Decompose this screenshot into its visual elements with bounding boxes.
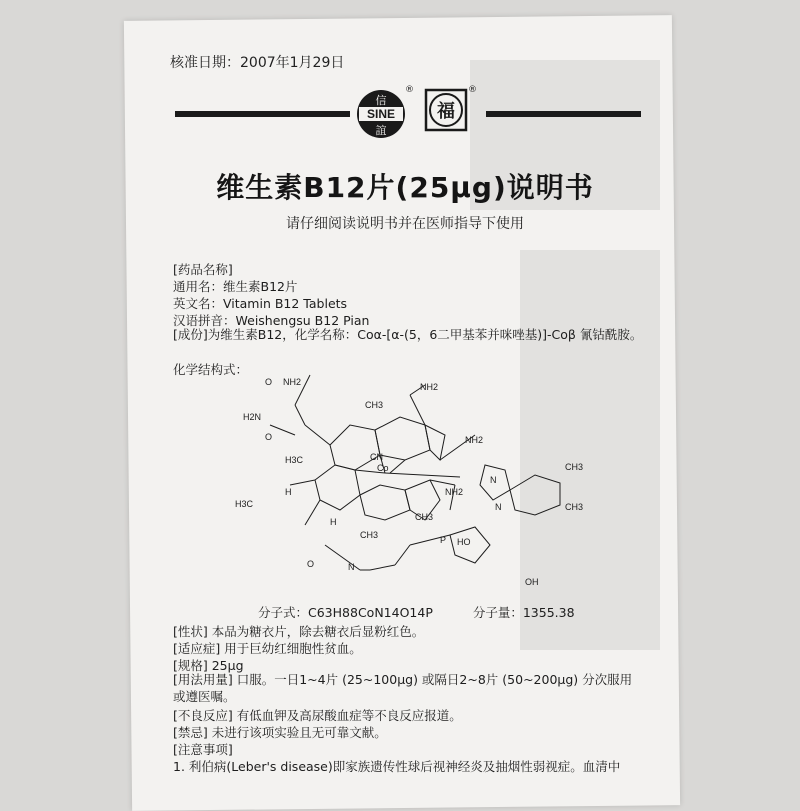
label-nh2: NH2 (420, 382, 439, 392)
page-title: 维生素B12片(25μg)说明书 (216, 171, 594, 204)
label-ch3: CH3 (365, 400, 384, 410)
label-ch3: CH3 (415, 512, 434, 522)
adverse-reactions: [不良反应] 有低血钾及高尿酸血症等不良反应报道。 (173, 708, 462, 723)
sine-logo-icon (355, 80, 414, 142)
chemical-structure (235, 355, 635, 600)
english-name: 英文名：Vitamin B12 Tablets (173, 296, 348, 311)
structure-label: 化学结构式： (173, 362, 249, 377)
label-ch3: CH3 (360, 530, 379, 540)
label-h2n: H2N (243, 412, 262, 422)
label-ch3: CH3 (565, 502, 584, 512)
generic-name: 通用名：维生素B12片 (173, 279, 298, 294)
label-n: N (495, 502, 502, 512)
molecular-weight: 分子量：1355.38 (472, 605, 575, 620)
label-nh2: NH2 (445, 487, 464, 497)
registered-mark: ® (468, 85, 477, 95)
composition: [成份]为维生素B12，化学名称：Coα-[α-(5，6二甲基苯并咪唑基)]-Coβ 氰钴酰胺。 (173, 327, 643, 342)
registered-mark: ® (405, 85, 414, 95)
label-co: Co (377, 463, 389, 473)
label-p: P (440, 535, 447, 545)
approval-date: 核准日期：2007年1月29日 (170, 55, 345, 71)
sine-logo-text: SINE (366, 107, 396, 121)
label-o: O (307, 559, 315, 569)
contraindications: [禁忌] 未进行该项实验且无可靠文献。 (173, 725, 387, 740)
label-oh: OH (525, 577, 539, 587)
label-cn: CN (370, 452, 383, 462)
label-nh2: NH2 (283, 377, 302, 387)
sine-logo-char-top: 信 (375, 94, 387, 107)
label-ch3: CH3 (565, 462, 584, 472)
fu-logo-icon (420, 82, 476, 138)
sine-logo-char-bottom: 誼 (375, 124, 387, 137)
label-ho: HO (457, 537, 471, 547)
label-h3c: H3C (235, 499, 254, 509)
formula-row (258, 603, 611, 621)
note-1: 1. 利伯病(Leber's disease)即家族遗传性球后视神经炎及抽烟性弱视症。血清中 (173, 759, 621, 774)
label-n: N (348, 562, 355, 572)
label-n: N (490, 475, 497, 485)
label-h3c: H3C (285, 455, 304, 465)
specification: [规格] 25μg (173, 658, 244, 673)
header-rule-right (486, 111, 641, 117)
page-subtitle: 请仔细阅读说明书并在医师指导下使用 (286, 216, 524, 232)
drug-name-header: [药品名称] (173, 262, 233, 277)
label-h: H (285, 487, 292, 497)
label-h: H (330, 517, 337, 527)
label-o: O (265, 377, 273, 387)
appearance: [性状] 本品为糖衣片，除去糖衣后显粉红色。 (173, 624, 425, 639)
label-o: O (265, 432, 273, 442)
molecular-formula: 分子式：C63H88CoN14O14P (258, 605, 433, 620)
header-rule-left (175, 111, 350, 117)
indication: [适应症] 用于巨幼红细胞性贫血。 (173, 641, 362, 656)
usage-dosage: [用法用量] 口服。一日1~4片 (25~100μg) 或隔日2~8片 (50~200μg) 分次服用或遵医嘱。 (173, 672, 633, 704)
pinyin-name: 汉语拼音：Weishengsu B12 Pian (173, 313, 370, 328)
notes-header: [注意事项] (173, 742, 233, 757)
label-nh2: NH2 (465, 435, 484, 445)
fu-logo-char: 福 (437, 101, 455, 122)
